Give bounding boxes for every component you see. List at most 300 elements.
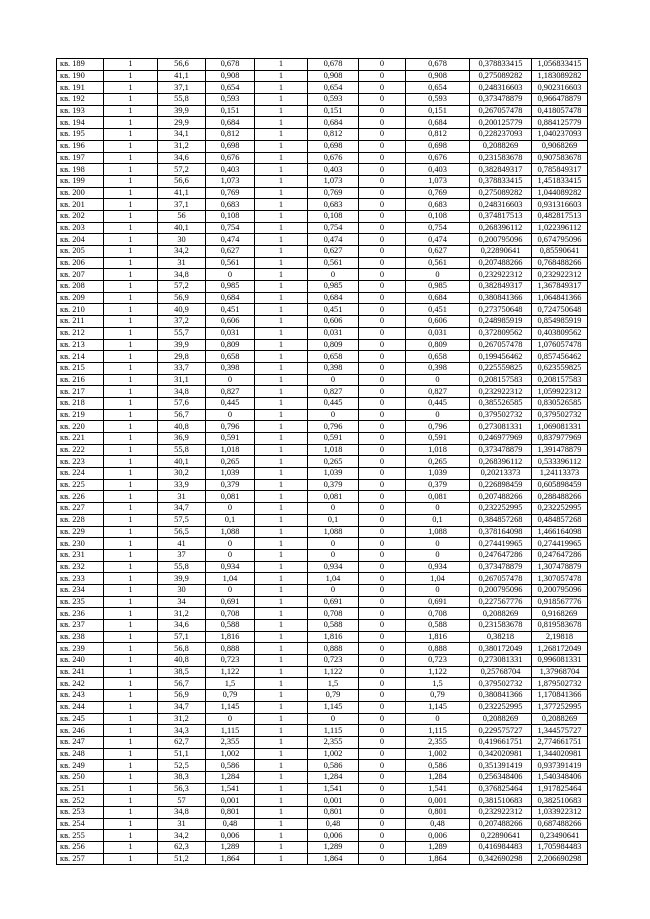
table-cell: 0,342020981 bbox=[470, 748, 532, 760]
table-cell: 0 bbox=[406, 269, 470, 281]
table-cell: 57,5 bbox=[158, 514, 206, 526]
table-cell: 1 bbox=[255, 59, 308, 71]
table-cell: 1,5 bbox=[308, 678, 359, 690]
table-cell: 1 bbox=[255, 818, 308, 830]
table-cell: 0,809 bbox=[206, 339, 255, 351]
table-cell: 0,708 bbox=[206, 608, 255, 620]
table-row bbox=[57, 725, 588, 737]
table-cell: 0,857456462 bbox=[532, 351, 588, 363]
table-cell: 1,344575727 bbox=[532, 725, 588, 737]
table-cell: 1,039 bbox=[406, 468, 470, 480]
table-cell: 1 bbox=[255, 678, 308, 690]
table-cell: 0 bbox=[359, 526, 406, 538]
apartment-cell: кв. 200 bbox=[57, 187, 104, 199]
table-cell: 0,248316603 bbox=[470, 199, 532, 211]
table-cell: 0 bbox=[308, 713, 359, 725]
table-cell: 1 bbox=[255, 199, 308, 211]
table-cell: 0,723 bbox=[308, 655, 359, 667]
table-cell: 0 bbox=[359, 584, 406, 596]
table-cell: 0,108 bbox=[308, 210, 359, 222]
table-cell: 1,115 bbox=[206, 725, 255, 737]
table-cell: 1,044089282 bbox=[532, 187, 588, 199]
table-cell: 57,2 bbox=[158, 164, 206, 176]
apartment-cell: кв. 256 bbox=[57, 842, 104, 854]
table-cell: 1,289 bbox=[308, 842, 359, 854]
table-cell: 0,678 bbox=[206, 59, 255, 71]
table-cell: 0 bbox=[359, 643, 406, 655]
table-cell: 0,403 bbox=[406, 164, 470, 176]
table-row bbox=[57, 164, 588, 176]
apartment-cell: кв. 235 bbox=[57, 596, 104, 608]
table-cell: 0 bbox=[359, 760, 406, 772]
table-cell: 0 bbox=[359, 59, 406, 71]
table-cell: 0 bbox=[359, 561, 406, 573]
table-cell: 0,208157583 bbox=[532, 374, 588, 386]
table-cell: 56,9 bbox=[158, 292, 206, 304]
table-row bbox=[57, 386, 588, 398]
table-cell: 0,232922312 bbox=[470, 269, 532, 281]
table-cell: 34,3 bbox=[158, 725, 206, 737]
table-cell: 1 bbox=[255, 269, 308, 281]
table-cell: 0,228237093 bbox=[470, 129, 532, 141]
table-cell: 0,419661751 bbox=[470, 736, 532, 748]
table-row bbox=[57, 175, 588, 187]
apartment-cell: кв. 211 bbox=[57, 316, 104, 328]
table-cell: 1,391478879 bbox=[532, 444, 588, 456]
table-cell: 1 bbox=[255, 690, 308, 702]
table-cell: 0,9068269 bbox=[532, 140, 588, 152]
table-cell: 1 bbox=[255, 783, 308, 795]
table-cell: 1 bbox=[104, 140, 158, 152]
table-cell: 1 bbox=[104, 316, 158, 328]
table-row bbox=[57, 514, 588, 526]
table-cell: 1 bbox=[255, 70, 308, 82]
table-cell: 0,605898459 bbox=[532, 479, 588, 491]
table-cell: 0 bbox=[359, 491, 406, 503]
table-cell: 55,8 bbox=[158, 444, 206, 456]
table-cell: 0,676 bbox=[308, 152, 359, 164]
table-cell: 1 bbox=[104, 222, 158, 234]
table-row bbox=[57, 620, 588, 632]
table-cell: 0,445 bbox=[308, 397, 359, 409]
table-cell: 1,268172049 bbox=[532, 643, 588, 655]
table-cell: 0 bbox=[359, 725, 406, 737]
table-cell: 0 bbox=[359, 222, 406, 234]
table-row bbox=[57, 655, 588, 667]
table-cell: 0 bbox=[359, 596, 406, 608]
table-cell: 0,267057478 bbox=[470, 573, 532, 585]
table-cell: 1,064841366 bbox=[532, 292, 588, 304]
table-cell: 1,122 bbox=[206, 666, 255, 678]
table-cell: 1,5 bbox=[206, 678, 255, 690]
table-cell: 0,985 bbox=[206, 281, 255, 293]
table-cell: 1 bbox=[255, 234, 308, 246]
table-cell: 1,039 bbox=[206, 468, 255, 480]
table-cell: 1 bbox=[104, 397, 158, 409]
table-cell: 1 bbox=[255, 748, 308, 760]
apartment-cell: кв. 233 bbox=[57, 573, 104, 585]
table-cell: 1 bbox=[104, 631, 158, 643]
table-cell: 1 bbox=[104, 678, 158, 690]
table-cell: 0,031 bbox=[406, 327, 470, 339]
table-cell: 31 bbox=[158, 491, 206, 503]
table-cell: 29,8 bbox=[158, 351, 206, 363]
table-cell: 1 bbox=[104, 327, 158, 339]
table-cell: 34,7 bbox=[158, 701, 206, 713]
table-cell: 0 bbox=[359, 421, 406, 433]
table-cell: 0,768488266 bbox=[532, 257, 588, 269]
apartment-cell: кв. 220 bbox=[57, 421, 104, 433]
table-cell: 1,367849317 bbox=[532, 281, 588, 293]
table-cell: 0,227567776 bbox=[470, 596, 532, 608]
table-cell: 1 bbox=[255, 117, 308, 129]
table-cell: 0,382510683 bbox=[532, 795, 588, 807]
table-row bbox=[57, 269, 588, 281]
table-cell: 0 bbox=[359, 374, 406, 386]
data-sheet bbox=[56, 58, 587, 865]
table-cell: 55,8 bbox=[158, 94, 206, 106]
apartment-cell: кв. 215 bbox=[57, 362, 104, 374]
apartment-cell: кв. 251 bbox=[57, 783, 104, 795]
apartment-cell: кв. 206 bbox=[57, 257, 104, 269]
table-cell: 0 bbox=[359, 129, 406, 141]
table-cell: 0 bbox=[359, 678, 406, 690]
table-cell: 1 bbox=[255, 409, 308, 421]
table-cell: 0,561 bbox=[406, 257, 470, 269]
table-cell: 1 bbox=[255, 514, 308, 526]
apartment-cell: кв. 216 bbox=[57, 374, 104, 386]
table-cell: 1,018 bbox=[406, 444, 470, 456]
table-cell: 1,018 bbox=[308, 444, 359, 456]
table-row bbox=[57, 433, 588, 445]
table-cell: 0 bbox=[206, 269, 255, 281]
table-cell: 1 bbox=[255, 830, 308, 842]
table-cell: 1,04 bbox=[406, 573, 470, 585]
table-cell: 0 bbox=[406, 409, 470, 421]
table-cell: 1,284 bbox=[308, 771, 359, 783]
table-cell: 1,122 bbox=[308, 666, 359, 678]
table-cell: 0 bbox=[308, 584, 359, 596]
table-cell: 34,6 bbox=[158, 620, 206, 632]
table-cell: 0,796 bbox=[406, 421, 470, 433]
table-cell: 31,2 bbox=[158, 140, 206, 152]
table-row bbox=[57, 783, 588, 795]
apartment-cell: кв. 199 bbox=[57, 175, 104, 187]
table-cell: 0,108 bbox=[206, 210, 255, 222]
table-cell: 1 bbox=[104, 795, 158, 807]
table-cell: 0 bbox=[359, 164, 406, 176]
table-cell: 0,561 bbox=[206, 257, 255, 269]
table-cell: 1 bbox=[255, 795, 308, 807]
table-row bbox=[57, 526, 588, 538]
table-cell: 0,684 bbox=[406, 292, 470, 304]
table-cell: 0 bbox=[359, 409, 406, 421]
table-cell: 34,7 bbox=[158, 503, 206, 515]
table-cell: 1 bbox=[255, 140, 308, 152]
table-cell: 1,541 bbox=[206, 783, 255, 795]
table-cell: 0,985 bbox=[308, 281, 359, 293]
table-cell: 1 bbox=[255, 573, 308, 585]
table-cell: 1 bbox=[104, 584, 158, 596]
table-row bbox=[57, 304, 588, 316]
table-cell: 0,684 bbox=[206, 117, 255, 129]
table-cell: 1 bbox=[255, 468, 308, 480]
table-row bbox=[57, 830, 588, 842]
table-cell: 0 bbox=[359, 736, 406, 748]
table-cell: 0,606 bbox=[406, 316, 470, 328]
table-cell: 0,588 bbox=[406, 620, 470, 632]
table-cell: 0,754 bbox=[406, 222, 470, 234]
table-cell: 0,796 bbox=[206, 421, 255, 433]
apartment-cell: кв. 227 bbox=[57, 503, 104, 515]
table-cell: 0 bbox=[359, 842, 406, 854]
table-cell: 0 bbox=[359, 795, 406, 807]
table-cell: 1,145 bbox=[406, 701, 470, 713]
table-cell: 0,200795096 bbox=[470, 234, 532, 246]
apartment-cell: кв. 222 bbox=[57, 444, 104, 456]
apartment-cell: кв. 210 bbox=[57, 304, 104, 316]
apartment-cell: кв. 217 bbox=[57, 386, 104, 398]
table-cell: 0,001 bbox=[406, 795, 470, 807]
table-cell: 1 bbox=[255, 292, 308, 304]
table-cell: 0,627 bbox=[206, 246, 255, 258]
table-cell: 34,2 bbox=[158, 246, 206, 258]
table-cell: 0,606 bbox=[308, 316, 359, 328]
table-cell: 1 bbox=[104, 503, 158, 515]
table-row bbox=[57, 246, 588, 258]
table-cell: 0 bbox=[406, 713, 470, 725]
table-cell: 0 bbox=[359, 327, 406, 339]
table-cell: 1 bbox=[104, 771, 158, 783]
apartment-cell: кв. 202 bbox=[57, 210, 104, 222]
table-row bbox=[57, 538, 588, 550]
table-cell: 0,827 bbox=[206, 386, 255, 398]
table-cell: 0,676 bbox=[206, 152, 255, 164]
table-row bbox=[57, 316, 588, 328]
table-cell: 30 bbox=[158, 584, 206, 596]
table-cell: 0 bbox=[359, 175, 406, 187]
apartment-cell: кв. 198 bbox=[57, 164, 104, 176]
table-cell: 1 bbox=[104, 690, 158, 702]
table-cell: 37,2 bbox=[158, 316, 206, 328]
table-cell: 0,25768704 bbox=[470, 666, 532, 678]
table-cell: 1,018 bbox=[206, 444, 255, 456]
apartment-cell: кв. 192 bbox=[57, 94, 104, 106]
table-cell: 0,006 bbox=[206, 830, 255, 842]
table-cell: 38,5 bbox=[158, 666, 206, 678]
table-cell: 1 bbox=[104, 760, 158, 772]
table-cell: 51,2 bbox=[158, 853, 206, 865]
table-cell: 62,7 bbox=[158, 736, 206, 748]
table-cell: 0 bbox=[308, 549, 359, 561]
table-cell: 0 bbox=[206, 584, 255, 596]
table-cell: 56,8 bbox=[158, 643, 206, 655]
table-cell: 1,088 bbox=[406, 526, 470, 538]
table-cell: 0,031 bbox=[206, 327, 255, 339]
table-cell: 1,039 bbox=[308, 468, 359, 480]
table-cell: 0 bbox=[206, 374, 255, 386]
table-cell: 1 bbox=[255, 105, 308, 117]
table-cell: 0,275089282 bbox=[470, 70, 532, 82]
table-cell: 0,200795096 bbox=[532, 584, 588, 596]
table-cell: 1,002 bbox=[406, 748, 470, 760]
table-cell: 0,229575727 bbox=[470, 725, 532, 737]
table-cell: 1,073 bbox=[406, 175, 470, 187]
table-cell: 0,931316603 bbox=[532, 199, 588, 211]
table-cell: 1,540348406 bbox=[532, 771, 588, 783]
table-row bbox=[57, 608, 588, 620]
table-cell: 0,684 bbox=[308, 292, 359, 304]
table-cell: 1 bbox=[255, 479, 308, 491]
table-cell: 1 bbox=[255, 631, 308, 643]
table-cell: 62,3 bbox=[158, 842, 206, 854]
table-cell: 1 bbox=[104, 666, 158, 678]
table-cell: 0,985 bbox=[406, 281, 470, 293]
table-cell: 0,687488266 bbox=[532, 818, 588, 830]
table-cell: 1 bbox=[255, 503, 308, 515]
table-cell: 0,623559825 bbox=[532, 362, 588, 374]
table-cell: 1 bbox=[255, 94, 308, 106]
table-cell: 1,307057478 bbox=[532, 573, 588, 585]
table-cell: 1 bbox=[104, 468, 158, 480]
table-row bbox=[57, 713, 588, 725]
table-cell: 0,586 bbox=[308, 760, 359, 772]
apartment-cell: кв. 204 bbox=[57, 234, 104, 246]
table-cell: 1 bbox=[104, 374, 158, 386]
table-cell: 0,22890641 bbox=[470, 246, 532, 258]
table-cell: 1 bbox=[255, 164, 308, 176]
table-cell: 1 bbox=[255, 807, 308, 819]
table-cell: 0,809 bbox=[308, 339, 359, 351]
table-cell: 41,1 bbox=[158, 70, 206, 82]
table-cell: 0 bbox=[359, 503, 406, 515]
table-cell: 34,2 bbox=[158, 830, 206, 842]
table-cell: 34 bbox=[158, 596, 206, 608]
table-cell: 0,232922312 bbox=[532, 269, 588, 281]
table-cell: 1 bbox=[104, 164, 158, 176]
table-cell: 0 bbox=[359, 140, 406, 152]
table-cell: 0,225559825 bbox=[470, 362, 532, 374]
table-cell: 39,9 bbox=[158, 573, 206, 585]
table-row bbox=[57, 573, 588, 585]
apartment-cell: кв. 250 bbox=[57, 771, 104, 783]
table-cell: 1,002 bbox=[308, 748, 359, 760]
table-cell: 1,816 bbox=[206, 631, 255, 643]
table-cell: 0,232252995 bbox=[532, 503, 588, 515]
table-row bbox=[57, 257, 588, 269]
table-row bbox=[57, 631, 588, 643]
table-cell: 56,7 bbox=[158, 409, 206, 421]
table-cell: 57,6 bbox=[158, 397, 206, 409]
table-cell: 0,342690298 bbox=[470, 853, 532, 865]
table-cell: 1,917825464 bbox=[532, 783, 588, 795]
table-row bbox=[57, 187, 588, 199]
table-row bbox=[57, 152, 588, 164]
apartment-cell: кв. 197 bbox=[57, 152, 104, 164]
table-cell: 1 bbox=[255, 421, 308, 433]
table-cell: 0,918567776 bbox=[532, 596, 588, 608]
table-cell: 0 bbox=[359, 105, 406, 117]
table-cell: 51,1 bbox=[158, 748, 206, 760]
table-cell: 33,7 bbox=[158, 362, 206, 374]
table-cell: 0,591 bbox=[206, 433, 255, 445]
apartment-cell: кв. 245 bbox=[57, 713, 104, 725]
table-cell: 1 bbox=[255, 386, 308, 398]
table-cell: 0,785849317 bbox=[532, 164, 588, 176]
table-cell: 37,1 bbox=[158, 199, 206, 211]
apartment-table bbox=[56, 58, 588, 865]
table-cell: 0,827 bbox=[406, 386, 470, 398]
apartment-cell: кв. 221 bbox=[57, 433, 104, 445]
table-cell: 30 bbox=[158, 234, 206, 246]
table-cell: 2,355 bbox=[308, 736, 359, 748]
table-cell: 1 bbox=[255, 725, 308, 737]
table-cell: 1 bbox=[104, 748, 158, 760]
table-cell: 0,398 bbox=[406, 362, 470, 374]
table-cell: 0,23490641 bbox=[532, 830, 588, 842]
table-row bbox=[57, 771, 588, 783]
apartment-cell: кв. 219 bbox=[57, 409, 104, 421]
apartment-cell: кв. 249 bbox=[57, 760, 104, 772]
table-cell: 1 bbox=[255, 316, 308, 328]
table-cell: 0,85590641 bbox=[532, 246, 588, 258]
table-cell: 0 bbox=[359, 666, 406, 678]
table-cell: 1 bbox=[104, 643, 158, 655]
table-cell: 1 bbox=[104, 234, 158, 246]
table-cell: 1,076057478 bbox=[532, 339, 588, 351]
table-cell: 0,533396112 bbox=[532, 456, 588, 468]
apartment-cell: кв. 253 bbox=[57, 807, 104, 819]
table-cell: 0,374817513 bbox=[470, 210, 532, 222]
table-cell: 0,384857268 bbox=[470, 514, 532, 526]
table-cell: 0,2088269 bbox=[470, 140, 532, 152]
table-cell: 0 bbox=[359, 620, 406, 632]
table-cell: 0,351391419 bbox=[470, 760, 532, 772]
table-cell: 1 bbox=[255, 257, 308, 269]
table-cell: 0,48 bbox=[308, 818, 359, 830]
table-cell: 0,081 bbox=[308, 491, 359, 503]
table-cell: 0 bbox=[359, 199, 406, 211]
table-cell: 1 bbox=[255, 339, 308, 351]
table-cell: 1,115 bbox=[308, 725, 359, 737]
apartment-cell: кв. 207 bbox=[57, 269, 104, 281]
table-cell: 1 bbox=[255, 152, 308, 164]
table-cell: 0 bbox=[206, 713, 255, 725]
table-cell: 1 bbox=[104, 292, 158, 304]
apartment-cell: кв. 193 bbox=[57, 105, 104, 117]
table-row bbox=[57, 234, 588, 246]
table-cell: 37 bbox=[158, 549, 206, 561]
table-cell: 0,379502732 bbox=[470, 409, 532, 421]
table-cell: 0,723 bbox=[206, 655, 255, 667]
table-cell: 1 bbox=[255, 538, 308, 550]
table-cell: 0,593 bbox=[308, 94, 359, 106]
table-cell: 1 bbox=[104, 725, 158, 737]
table-cell: 0,1 bbox=[308, 514, 359, 526]
table-row bbox=[57, 736, 588, 748]
table-row bbox=[57, 584, 588, 596]
table-cell: 0,769 bbox=[406, 187, 470, 199]
table-cell: 0,267057478 bbox=[470, 339, 532, 351]
table-cell: 0 bbox=[359, 386, 406, 398]
apartment-cell: кв. 257 bbox=[57, 853, 104, 865]
apartment-cell: кв. 248 bbox=[57, 748, 104, 760]
table-cell: 0 bbox=[308, 409, 359, 421]
table-cell: 52,5 bbox=[158, 760, 206, 772]
table-cell: 0,006 bbox=[308, 830, 359, 842]
table-cell: 0,2088269 bbox=[470, 608, 532, 620]
table-cell: 0,151 bbox=[308, 105, 359, 117]
